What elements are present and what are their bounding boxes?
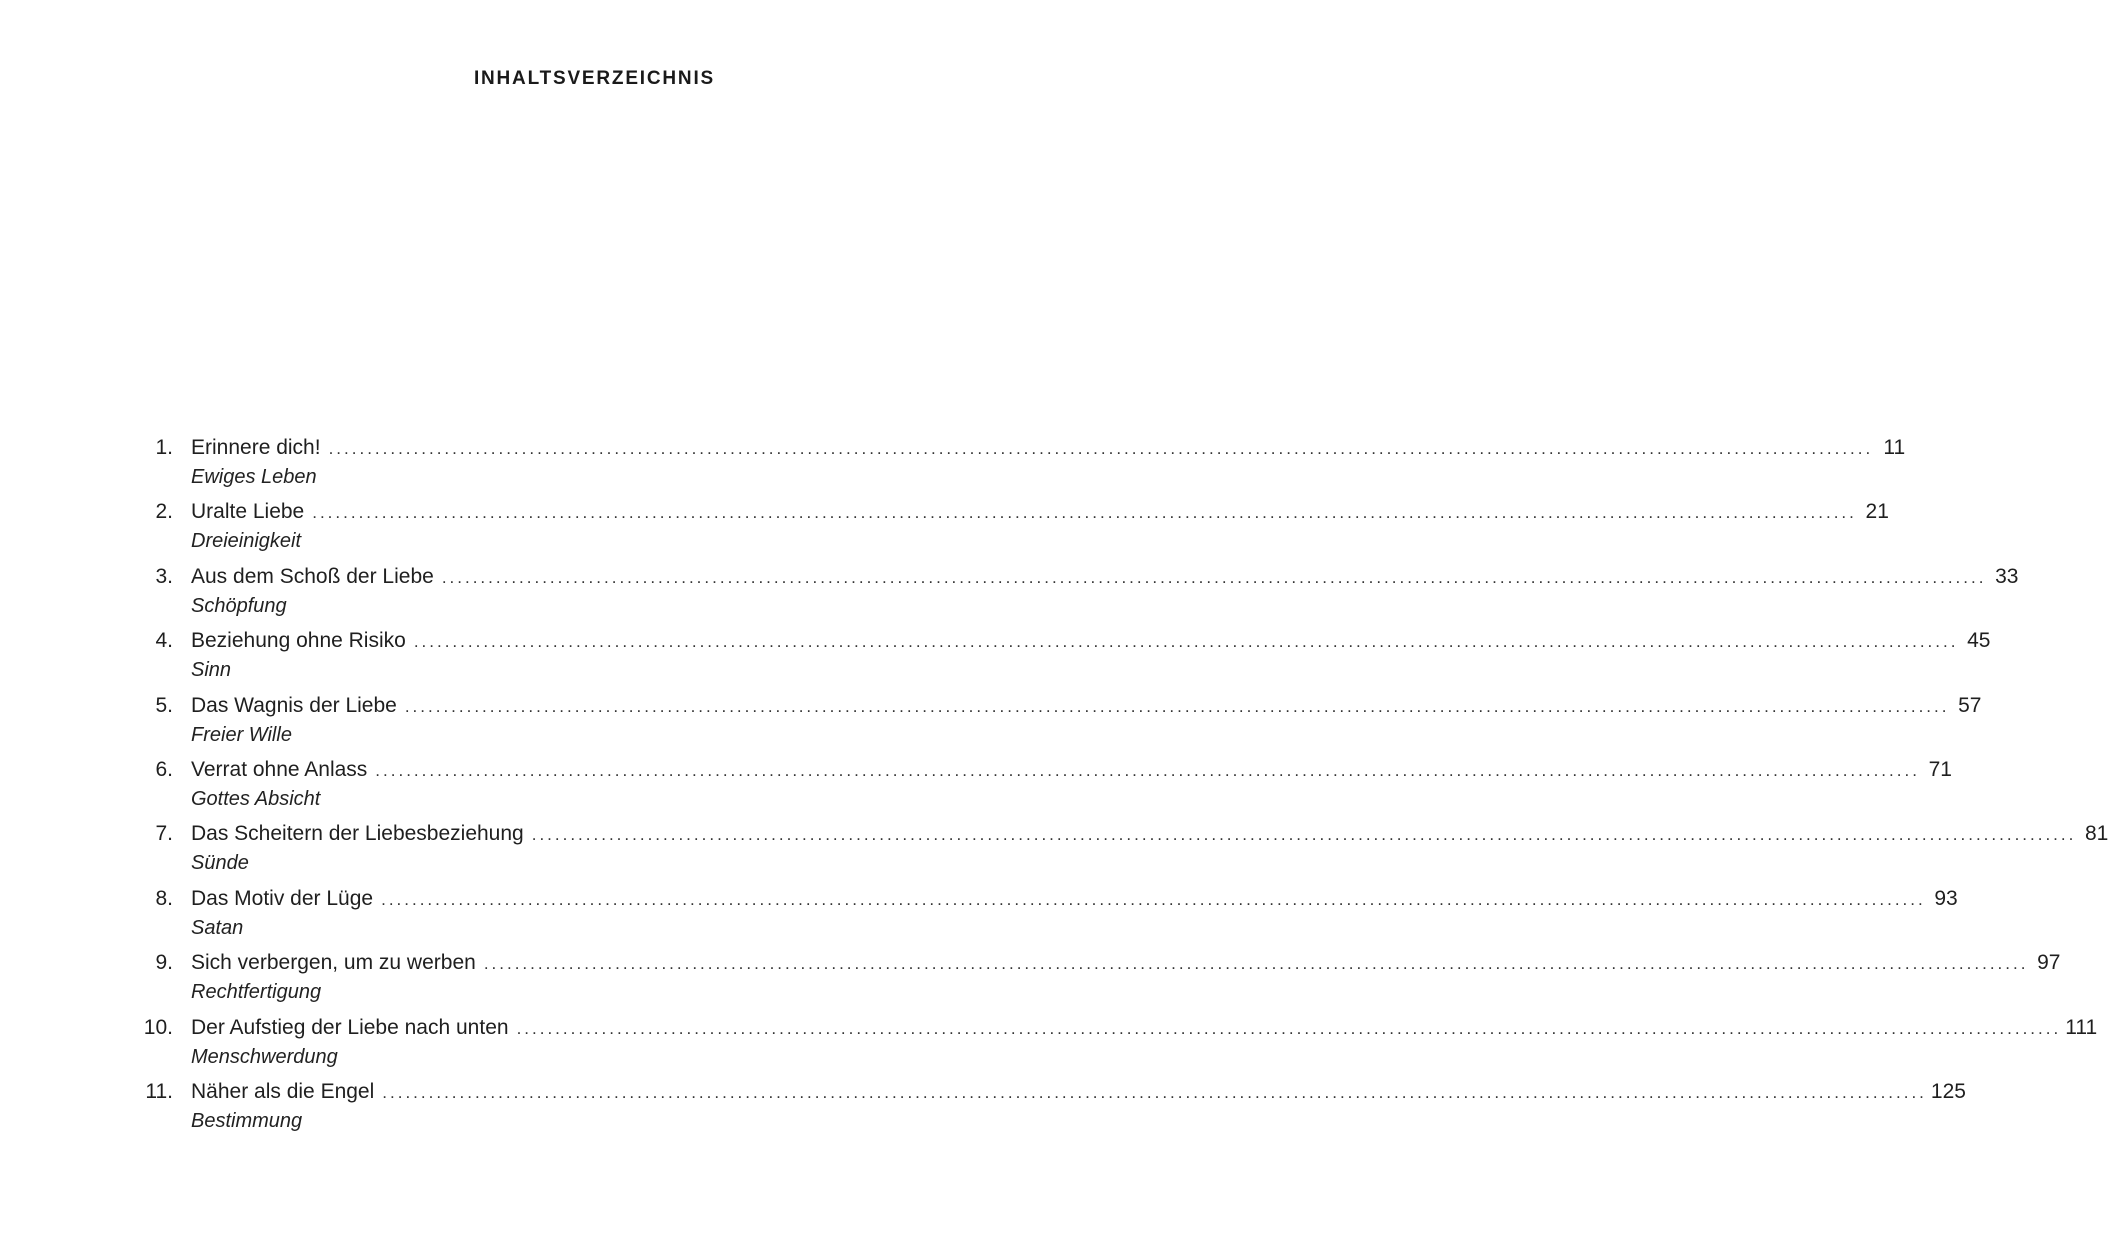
page-number: 97 (2037, 951, 2061, 975)
toc-entry[interactable] (130, 819, 2108, 883)
dot-leader: ........................................................................................................................................................................................................ (531, 825, 2077, 845)
toc-entry[interactable] (130, 1013, 2098, 1077)
chapter-number: 6. (155, 757, 173, 781)
chapter-subtitle: Freier Wille (191, 723, 292, 746)
page-number: 57 (1958, 693, 1982, 717)
chapter-number: 9. (155, 951, 173, 975)
toc-entry-line (130, 626, 1991, 656)
toc-entry[interactable] (130, 497, 1889, 561)
toc-entry[interactable] (130, 884, 1958, 948)
dot-leader: ........................................................................................................................................................................................................ (516, 1018, 2062, 1038)
dot-leader: ........................................................................................................................................................................................................ (441, 567, 1987, 587)
chapter-title[interactable]: Aus dem Schoß der Liebe (191, 564, 434, 588)
dot-leader: ........................................................................................................................................................................................................ (483, 954, 2029, 974)
chapter-number: 5. (155, 693, 173, 717)
toc-entry-line (130, 433, 1906, 463)
page-number: 111 (2065, 1015, 2098, 1039)
toc-entry[interactable] (130, 1077, 1966, 1141)
toc-entry[interactable] (130, 755, 1952, 819)
chapter-subtitle: Ewiges Leben (191, 466, 317, 488)
chapter-subtitle: Schöpfung (191, 594, 287, 617)
page-number: 81 (2085, 822, 2108, 846)
chapter-title[interactable]: Verrat ohne Anlass (191, 757, 368, 781)
chapter-subtitle: Dreieinigkeit (191, 530, 302, 553)
dot-leader: ........................................................................................................................................................................................................ (375, 760, 1920, 780)
page-number: 21 (1865, 500, 1889, 524)
chapter-number: 10. (143, 1015, 173, 1039)
chapter-subtitle: Gottes Absicht (191, 787, 321, 810)
chapter-subtitle: Menschwerdung (191, 1045, 338, 1068)
chapter-title[interactable]: Erinnere dich! (191, 436, 321, 459)
chapter-subtitle: Rechtfertigung (191, 981, 322, 1004)
dot-leader: ........................................................................................................................................................................................................ (312, 503, 1857, 523)
chapter-number: 7. (155, 822, 173, 846)
chapter-number: 1. (155, 436, 173, 459)
chapter-title[interactable]: Das Scheitern der Liebesbeziehung (191, 822, 524, 846)
chapter-number: 4. (155, 629, 173, 653)
toc-entry-line (130, 497, 1889, 527)
chapter-title[interactable]: Das Wagnis der Liebe (191, 693, 397, 717)
chapter-subtitle: Sünde (191, 852, 249, 875)
chapter-number: 11. (145, 1079, 173, 1103)
toc-entry-line (130, 562, 2019, 592)
dot-leader: ........................................................................................................................................................................................................ (328, 439, 1874, 458)
toc-entry-line (130, 1013, 2098, 1043)
toc-heading: INHALTSVERZEICHNIS (473, 68, 715, 89)
toc-entry-line (130, 819, 2108, 849)
chapter-number: 2. (155, 500, 173, 524)
page-number: 45 (1967, 629, 1991, 653)
chapter-subtitle: Bestimmung (191, 1109, 303, 1132)
chapter-title[interactable]: Uralte Liebe (191, 500, 305, 524)
chapter-title[interactable]: Näher als die Engel (191, 1079, 375, 1103)
toc-entry-line (130, 948, 2061, 978)
dot-leader: ........................................................................................................................................................................................................ (413, 632, 1959, 652)
toc-entry-line (130, 691, 1982, 721)
toc-entry[interactable] (130, 691, 1982, 755)
page-number: 125 (1930, 1079, 1966, 1103)
table-of-contents (130, 433, 2108, 1141)
chapter-number: 3. (155, 564, 173, 588)
page-number: 11 (1883, 436, 1906, 459)
chapter-subtitle: Sinn (191, 659, 232, 682)
toc-entry-line (130, 755, 1952, 785)
chapter-title[interactable]: Der Aufstieg der Liebe nach unten (191, 1015, 509, 1039)
dot-leader: ........................................................................................................................................................................................................ (404, 696, 1950, 716)
page-number: 33 (1995, 564, 2019, 588)
chapter-title[interactable]: Das Motiv der Lüge (191, 886, 374, 910)
dot-leader: ........................................................................................................................................................................................................ (381, 889, 1926, 909)
toc-entry-line (130, 1077, 1966, 1107)
chapter-subtitle: Satan (191, 916, 244, 939)
toc-entry[interactable] (130, 433, 1906, 497)
dot-leader: ........................................................................................................................................................................................................ (382, 1082, 1927, 1102)
toc-entry-line (130, 884, 1958, 914)
toc-entry[interactable] (130, 948, 2061, 1012)
page-number: 71 (1928, 757, 1952, 781)
chapter-number: 8. (155, 886, 173, 910)
page-number: 93 (1934, 886, 1958, 910)
toc-entry[interactable] (130, 562, 2019, 626)
chapter-title[interactable]: Beziehung ohne Risiko (191, 629, 406, 653)
chapter-title[interactable]: Sich verbergen, um zu werben (191, 951, 476, 975)
toc-entry[interactable] (130, 626, 1991, 690)
